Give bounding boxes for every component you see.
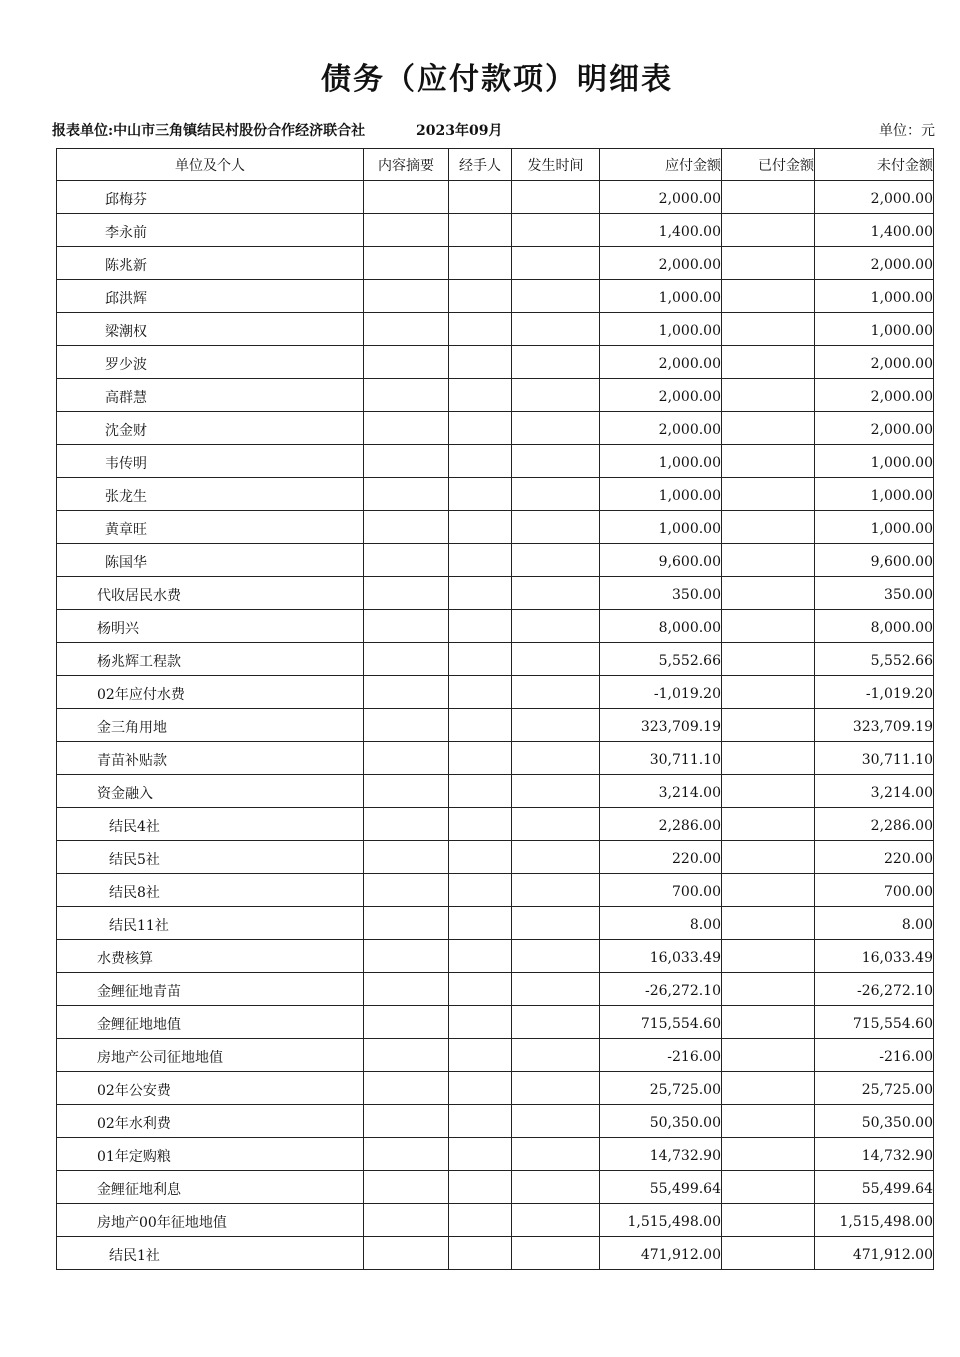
row-unit-person: 杨明兴 [57,610,364,643]
table-row [57,643,934,676]
report-unit: 报表单位:中山市三角镇结民村股份合作经济联合社 [52,123,366,139]
row-unpaid-amount: 25,725.00 [815,1072,934,1105]
row-unit-person: 代收居民水费 [57,577,364,610]
row-unpaid-amount: 3,214.00 [815,775,934,808]
row-handler [449,1237,512,1270]
row-payable-amount: 1,000.00 [600,445,722,478]
row-paid-amount [722,643,815,676]
currency-unit: 单位：元 [879,123,935,139]
row-summary [364,181,449,214]
page-title: 债务（应付款项）明细表 [321,62,673,97]
row-date [512,1237,600,1270]
table-header [57,149,934,181]
row-date [512,775,600,808]
row-handler [449,874,512,907]
row-payable-amount: 1,000.00 [600,313,722,346]
row-unit-person: 黄章旺 [57,511,364,544]
row-summary [364,1072,449,1105]
row-unit-person: 金三角用地 [57,709,364,742]
row-unit-person: 结民8社 [57,874,364,907]
header-unit-person: 单位及个人 [57,149,364,181]
row-unpaid-amount: 1,000.00 [815,511,934,544]
row-payable-amount: 5,552.66 [600,643,722,676]
row-handler [449,1105,512,1138]
row-summary [364,973,449,1006]
table-row [57,1237,934,1270]
table-row [57,1006,934,1039]
row-unit-person: 罗少波 [57,346,364,379]
row-handler [449,181,512,214]
row-unpaid-amount: 2,286.00 [815,808,934,841]
row-paid-amount [722,445,815,478]
row-unpaid-amount: 16,033.49 [815,940,934,973]
row-handler [449,1138,512,1171]
row-summary [364,280,449,313]
table-row [57,1105,934,1138]
row-payable-amount: 350.00 [600,577,722,610]
row-summary [364,214,449,247]
row-date [512,445,600,478]
row-date [512,1039,600,1072]
header-summary: 内容摘要 [364,149,449,181]
row-payable-amount: 3,214.00 [600,775,722,808]
table-row [57,940,934,973]
row-unpaid-amount: 30,711.10 [815,742,934,775]
row-paid-amount [722,1171,815,1204]
row-unpaid-amount: 55,499.64 [815,1171,934,1204]
table-row [57,709,934,742]
row-paid-amount [722,346,815,379]
row-summary [364,544,449,577]
row-date [512,1006,600,1039]
row-unpaid-amount: 715,554.60 [815,1006,934,1039]
row-paid-amount [722,544,815,577]
row-paid-amount [722,478,815,511]
table-row [57,973,934,1006]
row-summary [364,709,449,742]
row-unpaid-amount: 50,350.00 [815,1105,934,1138]
row-summary [364,643,449,676]
row-unit-person: 资金融入 [57,775,364,808]
row-date [512,610,600,643]
row-summary [364,346,449,379]
row-date [512,1204,600,1237]
row-handler [449,676,512,709]
row-payable-amount: 715,554.60 [600,1006,722,1039]
header-payable: 应付金额 [600,149,722,181]
row-unpaid-amount: 8,000.00 [815,610,934,643]
row-unpaid-amount: 1,000.00 [815,478,934,511]
row-unpaid-amount: 471,912.00 [815,1237,934,1270]
row-handler [449,445,512,478]
row-payable-amount: 471,912.00 [600,1237,722,1270]
row-date [512,511,600,544]
table-row [57,346,934,379]
row-handler [449,907,512,940]
row-unit-person: 邱梅芬 [57,181,364,214]
row-paid-amount [722,973,815,1006]
row-unpaid-amount: 1,000.00 [815,280,934,313]
table-row [57,1138,934,1171]
row-unit-person: 沈金财 [57,412,364,445]
row-handler [449,709,512,742]
row-summary [364,313,449,346]
row-date [512,379,600,412]
row-summary [364,1171,449,1204]
table-row [57,544,934,577]
row-date [512,841,600,874]
row-date [512,709,600,742]
table-row [57,676,934,709]
row-handler [449,742,512,775]
header-unpaid: 未付金额 [815,149,934,181]
row-payable-amount: 1,400.00 [600,214,722,247]
row-handler [449,346,512,379]
table-row [57,280,934,313]
row-handler [449,412,512,445]
row-date [512,412,600,445]
row-unit-person: 李永前 [57,214,364,247]
row-handler [449,808,512,841]
row-payable-amount: 1,000.00 [600,511,722,544]
table-row [57,775,934,808]
row-unpaid-amount: 14,732.90 [815,1138,934,1171]
row-unit-person: 金鲤征地地值 [57,1006,364,1039]
row-unit-person: 梁潮权 [57,313,364,346]
row-unpaid-amount: 323,709.19 [815,709,934,742]
row-handler [449,577,512,610]
row-date [512,280,600,313]
header-date: 发生时间 [512,149,600,181]
row-payable-amount: 1,000.00 [600,478,722,511]
row-paid-amount [722,1105,815,1138]
row-date [512,808,600,841]
row-payable-amount: 2,000.00 [600,346,722,379]
row-unit-person: 01年定购粮 [57,1138,364,1171]
row-unit-person: 韦传明 [57,445,364,478]
row-handler [449,610,512,643]
header-row [57,149,934,181]
row-unpaid-amount: 8.00 [815,907,934,940]
row-date [512,214,600,247]
row-handler [449,511,512,544]
row-summary [364,1138,449,1171]
row-unit-person: 结民1社 [57,1237,364,1270]
row-unit-person: 房地产公司征地地值 [57,1039,364,1072]
table-row [57,214,934,247]
row-payable-amount: 55,499.64 [600,1171,722,1204]
row-paid-amount [722,775,815,808]
row-handler [449,1072,512,1105]
row-date [512,940,600,973]
row-payable-amount: 2,286.00 [600,808,722,841]
table-row [57,412,934,445]
row-summary [364,1204,449,1237]
row-unpaid-amount: 9,600.00 [815,544,934,577]
row-summary [364,478,449,511]
row-unpaid-amount: 5,552.66 [815,643,934,676]
row-date [512,1072,600,1105]
row-summary [364,412,449,445]
row-paid-amount [722,742,815,775]
table-row [57,1039,934,1072]
row-unit-person: 结民11社 [57,907,364,940]
row-unpaid-amount: 220.00 [815,841,934,874]
row-payable-amount: 14,732.90 [600,1138,722,1171]
row-unpaid-amount: -216.00 [815,1039,934,1072]
row-summary [364,874,449,907]
row-summary [364,1237,449,1270]
row-payable-amount: 30,711.10 [600,742,722,775]
row-date [512,181,600,214]
row-date [512,544,600,577]
row-date [512,1105,600,1138]
row-unit-person: 水费核算 [57,940,364,973]
row-unit-person: 02年应付水费 [57,676,364,709]
table-row [57,181,934,214]
row-handler [449,1171,512,1204]
row-unpaid-amount: -26,272.10 [815,973,934,1006]
header-paid: 已付金额 [722,149,815,181]
row-summary [364,445,449,478]
row-date [512,577,600,610]
row-paid-amount [722,1039,815,1072]
table-row [57,1204,934,1237]
row-date [512,478,600,511]
row-payable-amount: -1,019.20 [600,676,722,709]
row-unit-person: 结民4社 [57,808,364,841]
row-date [512,742,600,775]
row-unit-person: 高群慧 [57,379,364,412]
row-payable-amount: 323,709.19 [600,709,722,742]
row-unit-person: 02年公安费 [57,1072,364,1105]
row-unpaid-amount: 2,000.00 [815,247,934,280]
row-paid-amount [722,676,815,709]
row-unpaid-amount: 2,000.00 [815,379,934,412]
row-unpaid-amount: 700.00 [815,874,934,907]
row-summary [364,247,449,280]
table-row [57,478,934,511]
row-payable-amount: 9,600.00 [600,544,722,577]
row-paid-amount [722,610,815,643]
row-handler [449,940,512,973]
row-payable-amount: 2,000.00 [600,412,722,445]
row-handler [449,643,512,676]
row-date [512,1171,600,1204]
row-paid-amount [722,709,815,742]
row-handler [449,1006,512,1039]
row-summary [364,379,449,412]
table-row [57,313,934,346]
row-unpaid-amount: 2,000.00 [815,346,934,379]
row-payable-amount: 8.00 [600,907,722,940]
row-unit-person: 杨兆辉工程款 [57,643,364,676]
row-unit-person: 张龙生 [57,478,364,511]
table-row [57,1072,934,1105]
row-paid-amount [722,280,815,313]
row-handler [449,313,512,346]
row-summary [364,775,449,808]
row-unpaid-amount: 350.00 [815,577,934,610]
row-summary [364,1039,449,1072]
row-unit-person: 陈兆新 [57,247,364,280]
row-payable-amount: 1,000.00 [600,280,722,313]
row-payable-amount: 700.00 [600,874,722,907]
row-paid-amount [722,313,815,346]
row-unpaid-amount: 1,400.00 [815,214,934,247]
row-paid-amount [722,874,815,907]
row-payable-amount: 50,350.00 [600,1105,722,1138]
row-paid-amount [722,907,815,940]
report-period: 2023年09月 [416,123,503,139]
row-paid-amount [722,1072,815,1105]
row-date [512,874,600,907]
row-handler [449,544,512,577]
row-date [512,676,600,709]
row-unpaid-amount: 2,000.00 [815,181,934,214]
row-paid-amount [722,181,815,214]
row-handler [449,1204,512,1237]
row-unit-person: 陈国华 [57,544,364,577]
table-row [57,445,934,478]
row-summary [364,577,449,610]
row-date [512,973,600,1006]
row-summary [364,841,449,874]
row-summary [364,610,449,643]
row-payable-amount: 1,515,498.00 [600,1204,722,1237]
row-unit-person: 青苗补贴款 [57,742,364,775]
row-paid-amount [722,511,815,544]
table-row [57,907,934,940]
row-handler [449,280,512,313]
row-payable-amount: -216.00 [600,1039,722,1072]
row-handler [449,379,512,412]
row-handler [449,478,512,511]
row-payable-amount: 2,000.00 [600,181,722,214]
row-summary [364,511,449,544]
table-row [57,742,934,775]
row-date [512,643,600,676]
table-row [57,874,934,907]
row-paid-amount [722,379,815,412]
table-row [57,841,934,874]
row-payable-amount: 8,000.00 [600,610,722,643]
row-summary [364,1105,449,1138]
row-date [512,247,600,280]
row-unpaid-amount: -1,019.20 [815,676,934,709]
table-body [57,181,934,1270]
row-summary [364,1006,449,1039]
row-payable-amount: 16,033.49 [600,940,722,973]
header-handler: 经手人 [449,149,512,181]
table-row [57,577,934,610]
table-row [57,247,934,280]
row-unpaid-amount: 1,000.00 [815,445,934,478]
row-unit-person: 02年水利费 [57,1105,364,1138]
row-payable-amount: 2,000.00 [600,247,722,280]
row-paid-amount [722,808,815,841]
row-summary [364,742,449,775]
table-row [57,1171,934,1204]
row-unit-person: 金鲤征地青苗 [57,973,364,1006]
row-payable-amount: 25,725.00 [600,1072,722,1105]
row-unit-person: 结民5社 [57,841,364,874]
row-unpaid-amount: 1,000.00 [815,313,934,346]
row-handler [449,775,512,808]
row-summary [364,940,449,973]
row-paid-amount [722,1006,815,1039]
row-paid-amount [722,940,815,973]
row-unpaid-amount: 1,515,498.00 [815,1204,934,1237]
row-paid-amount [722,247,815,280]
row-paid-amount [722,1138,815,1171]
table-row [57,808,934,841]
row-unit-person: 房地产00年征地地值 [57,1204,364,1237]
row-paid-amount [722,1237,815,1270]
row-payable-amount: -26,272.10 [600,973,722,1006]
row-paid-amount [722,412,815,445]
row-unpaid-amount: 2,000.00 [815,412,934,445]
row-date [512,1138,600,1171]
table-row [57,610,934,643]
row-unit-person: 邱洪辉 [57,280,364,313]
row-summary [364,808,449,841]
row-handler [449,841,512,874]
row-payable-amount: 220.00 [600,841,722,874]
row-handler [449,1039,512,1072]
row-handler [449,214,512,247]
row-date [512,313,600,346]
row-paid-amount [722,841,815,874]
table-row [57,511,934,544]
row-payable-amount: 2,000.00 [600,379,722,412]
row-unit-person: 金鲤征地利息 [57,1171,364,1204]
row-paid-amount [722,577,815,610]
row-summary [364,907,449,940]
row-paid-amount [722,214,815,247]
row-date [512,907,600,940]
table-row [57,379,934,412]
row-summary [364,676,449,709]
payables-table [56,148,934,1270]
row-handler [449,973,512,1006]
row-handler [449,247,512,280]
row-paid-amount [722,1204,815,1237]
row-date [512,346,600,379]
